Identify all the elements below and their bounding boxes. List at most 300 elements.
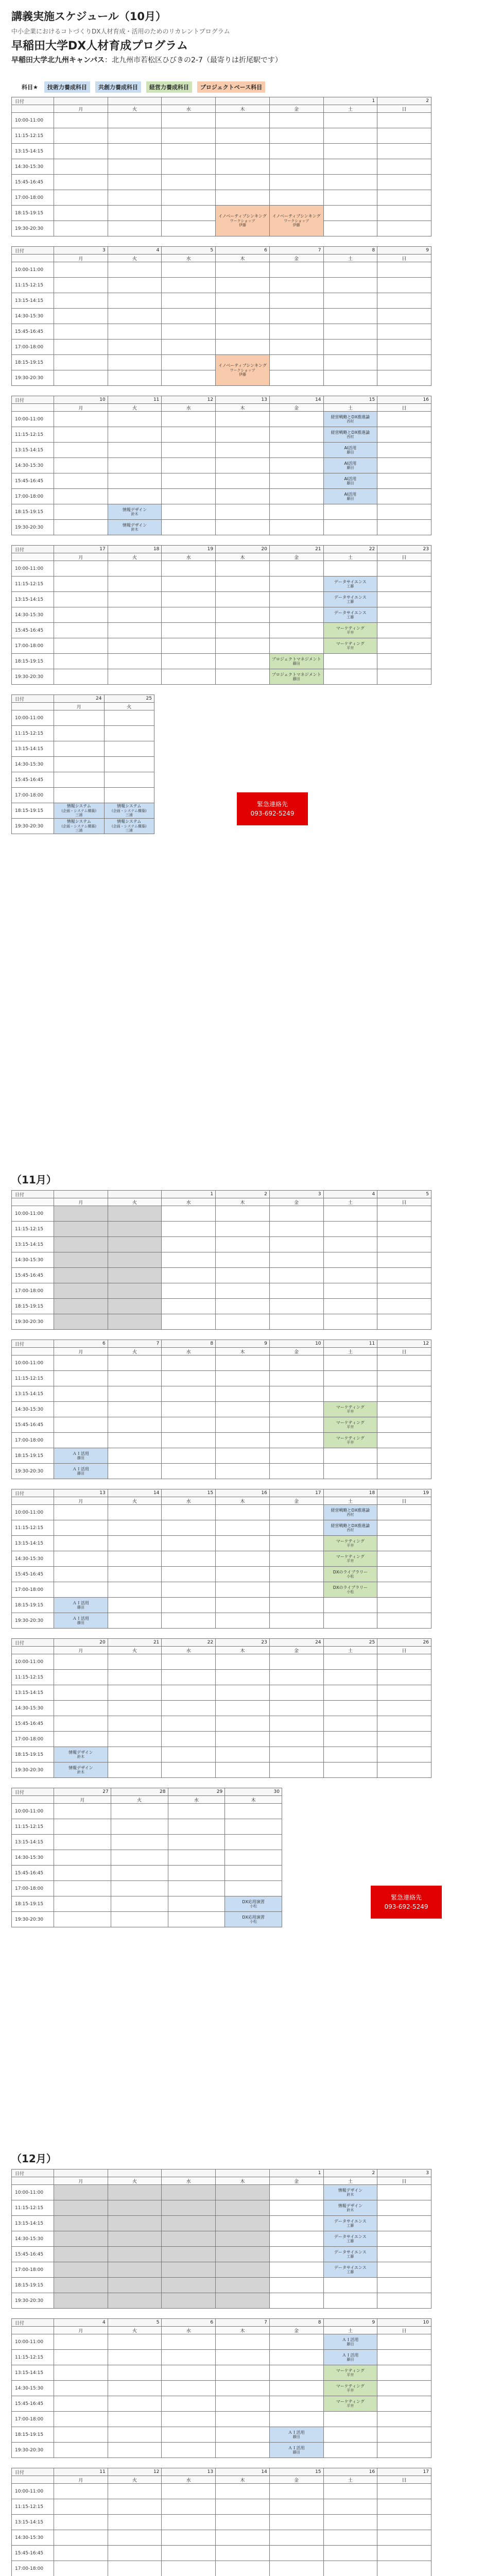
schedule-cell <box>108 293 162 309</box>
class-block[interactable] <box>323 2231 377 2247</box>
schedule-cell <box>377 278 431 293</box>
class-block[interactable] <box>323 592 377 607</box>
class-block[interactable] <box>323 1582 377 1598</box>
schedule-cell <box>108 607 162 623</box>
time-slot-label: 15:45-16:45 <box>12 623 54 638</box>
date-cell: 4 <box>108 247 162 255</box>
class-block[interactable] <box>323 1567 377 1582</box>
emergency-contact <box>237 792 308 825</box>
class-block[interactable] <box>323 489 377 504</box>
schedule-cell <box>54 443 108 458</box>
class-block[interactable] <box>323 2365 377 2381</box>
class-name: マーケティング <box>336 625 365 631</box>
schedule-cell <box>377 1567 431 1582</box>
blank-day-cell <box>54 1299 108 1314</box>
class-block[interactable] <box>323 2334 377 2350</box>
class-block[interactable] <box>323 412 377 427</box>
schedule-cell <box>216 1433 270 1448</box>
blank-day-cell <box>108 1206 162 1222</box>
schedule-cell <box>377 2185 431 2200</box>
class-name: AI活用 <box>344 461 357 466</box>
weekday-cell: 木 <box>216 2476 270 2484</box>
schedule-cell <box>108 278 162 293</box>
schedule-cell <box>216 1536 270 1551</box>
weekday-cell: 金 <box>269 1198 323 1206</box>
class-name: 情報デザイン <box>68 1750 93 1755</box>
date-cell: 25 <box>323 1639 377 1647</box>
weekday-cell: 日 <box>377 2476 431 2484</box>
schedule-cell <box>54 221 108 236</box>
schedule-cell <box>111 1819 168 1835</box>
schedule-cell <box>377 1762 431 1778</box>
week-calendar <box>11 246 431 386</box>
date-cell: 9 <box>216 1340 270 1348</box>
schedule-cell <box>54 370 108 386</box>
class-teacher: 藤田 <box>77 1621 84 1625</box>
schedule-cell <box>54 2350 108 2365</box>
schedule-cell <box>323 504 377 520</box>
blank-day-cell <box>108 1268 162 1283</box>
schedule-cell <box>269 2185 323 2200</box>
class-block[interactable] <box>323 1433 377 1448</box>
time-slot-label: 10:00-11:00 <box>12 1654 54 1670</box>
class-teacher: 平井 <box>347 1440 354 1445</box>
date-cell: 11 <box>108 396 162 404</box>
schedule-cell <box>108 324 162 340</box>
class-name: 情報デザイン <box>122 522 147 528</box>
class-block[interactable] <box>323 1505 377 1520</box>
class-name: データサイエンス <box>334 2265 367 2270</box>
schedule-cell <box>377 2200 431 2216</box>
weekday-cell: 日 <box>377 2327 431 2334</box>
schedule-cell <box>377 128 431 144</box>
schedule-cell <box>323 340 377 355</box>
weekday-cell: 日 <box>377 1198 431 1206</box>
schedule-cell <box>216 2515 270 2530</box>
schedule-cell <box>162 278 216 293</box>
schedule-cell <box>108 175 162 190</box>
schedule-cell <box>216 2334 270 2350</box>
weekday-cell: 土 <box>323 1348 377 1355</box>
date-cell: 23 <box>377 546 431 553</box>
time-slot-label: 11:15-12:15 <box>12 278 54 293</box>
date-cell: 11 <box>323 1340 377 1348</box>
schedule-cell <box>162 1654 216 1670</box>
schedule-cell <box>377 2231 431 2247</box>
schedule-cell <box>377 1505 431 1520</box>
weekday-cell: 月 <box>54 404 108 412</box>
class-block[interactable] <box>225 1912 282 1927</box>
schedule-cell <box>54 772 105 788</box>
schedule-cell <box>54 2381 108 2396</box>
schedule-cell <box>216 1252 270 1268</box>
schedule-cell <box>323 1283 377 1299</box>
date-cell: 13 <box>54 1489 108 1497</box>
schedule-cell <box>162 577 216 592</box>
weekday-cell: 水 <box>162 2177 216 2185</box>
time-slot-label: 17:00-18:00 <box>12 190 54 206</box>
class-teacher: 工藤 <box>347 2224 354 2228</box>
schedule-cell <box>162 669 216 685</box>
class-name: ＡＩ活用 <box>342 2337 359 2342</box>
time-slot-label: 10:00-11:00 <box>12 1206 54 1222</box>
schedule-cell <box>216 504 270 520</box>
weekday-cell: 火 <box>108 1497 162 1505</box>
schedule-cell <box>162 443 216 458</box>
schedule-cell <box>162 1299 216 1314</box>
date-cell <box>216 97 270 105</box>
date-cell: 21 <box>108 1639 162 1647</box>
schedule-cell <box>162 638 216 654</box>
class-teacher: 伊藤 <box>238 223 246 228</box>
blank-day-cell <box>162 2200 216 2216</box>
class-block[interactable] <box>54 1762 108 1778</box>
weekday-cell: 土 <box>323 404 377 412</box>
schedule-cell <box>54 1402 108 1417</box>
class-block[interactable] <box>323 2247 377 2262</box>
class-block[interactable] <box>216 355 270 386</box>
date-cell: 11 <box>54 2468 108 2476</box>
weekday-cell: 金 <box>269 2476 323 2484</box>
class-block[interactable] <box>323 2262 377 2278</box>
schedule-cell <box>269 2484 323 2499</box>
time-slot-label: 14:30-15:30 <box>12 1252 54 1268</box>
schedule-cell <box>377 2216 431 2231</box>
weekday-cell: 土 <box>323 1647 377 1654</box>
time-slot-label: 17:00-18:00 <box>12 2412 54 2427</box>
blank-day-cell <box>108 2278 162 2293</box>
schedule-cell <box>54 113 108 128</box>
time-slot-label: 10:00-11:00 <box>12 1505 54 1520</box>
date-cell: 7 <box>269 247 323 255</box>
time-slot-label: 17:00-18:00 <box>12 340 54 355</box>
schedule-cell <box>54 757 105 772</box>
class-block[interactable] <box>323 2200 377 2216</box>
class-block[interactable] <box>269 2443 323 2458</box>
schedule-cell <box>54 175 108 190</box>
schedule-cell <box>108 2334 162 2350</box>
schedule-cell <box>162 113 216 128</box>
time-slot-label: 17:00-18:00 <box>12 1582 54 1598</box>
class-subtitle: ワークショップ <box>284 218 309 223</box>
time-slot-label: 15:45-16:45 <box>12 1268 54 1283</box>
class-block[interactable] <box>269 206 323 236</box>
weekday-cell: 火 <box>104 703 154 710</box>
class-name: 情報デザイン <box>122 507 147 512</box>
class-block[interactable] <box>269 669 323 685</box>
schedule-cell <box>323 1268 377 1283</box>
schedule-cell <box>162 159 216 175</box>
schedule-cell <box>216 607 270 623</box>
schedule-cell <box>216 520 270 535</box>
blank-day-cell <box>54 1237 108 1252</box>
schedule-cell <box>168 1896 225 1912</box>
weekday-cell: 金 <box>269 1647 323 1654</box>
class-block[interactable] <box>323 458 377 473</box>
schedule-cell <box>269 1505 323 1520</box>
class-block[interactable] <box>54 1747 108 1762</box>
schedule-cell <box>377 175 431 190</box>
schedule-cell <box>377 221 431 236</box>
legend-label: 科目★ <box>22 84 38 91</box>
blank-day-cell <box>108 2216 162 2231</box>
schedule-cell <box>377 1417 431 1433</box>
time-slot-label: 10:00-11:00 <box>12 2484 54 2499</box>
schedule-cell <box>377 1283 431 1299</box>
schedule-cell <box>377 1464 431 1479</box>
class-block[interactable] <box>269 654 323 669</box>
time-slot-label: 11:15-12:15 <box>12 2350 54 2365</box>
schedule-cell <box>269 1670 323 1685</box>
class-block[interactable] <box>225 1896 282 1912</box>
schedule-cell <box>323 113 377 128</box>
schedule-cell <box>216 1670 270 1685</box>
blank-day-cell <box>108 1222 162 1237</box>
schedule-cell <box>54 1835 111 1850</box>
schedule-cell <box>269 340 323 355</box>
schedule-cell <box>323 1613 377 1629</box>
schedule-cell <box>377 2546 431 2561</box>
time-slot-label: 19:30-20:30 <box>12 1314 54 1330</box>
schedule-cell <box>216 473 270 489</box>
schedule-cell <box>216 1505 270 1520</box>
schedule-cell <box>216 175 270 190</box>
schedule-cell <box>377 2499 431 2515</box>
class-block[interactable] <box>323 1536 377 1551</box>
schedule-cell <box>162 1252 216 1268</box>
class-block[interactable] <box>323 623 377 638</box>
contact-label: 緊急連絡先 <box>256 801 288 808</box>
schedule-cell <box>269 504 323 520</box>
weekday-cell: 日 <box>377 553 431 561</box>
week-calendar <box>11 1489 431 1629</box>
weekday-cell: 月 <box>54 255 108 262</box>
time-slot-label: 10:00-11:00 <box>12 2185 54 2200</box>
class-teacher: 平井 <box>347 1544 354 1548</box>
class-block[interactable] <box>323 427 377 443</box>
date-cell: 18 <box>108 546 162 553</box>
time-slot-label: 18:15-19:15 <box>12 1747 54 1762</box>
class-block[interactable] <box>216 206 270 236</box>
schedule-cell <box>269 1268 323 1283</box>
class-block[interactable] <box>323 2396 377 2412</box>
schedule-cell <box>377 2262 431 2278</box>
week-calendar <box>11 2318 431 2458</box>
schedule-cell <box>162 1206 216 1222</box>
schedule-cell <box>269 1716 323 1732</box>
schedule-cell <box>54 2365 108 2381</box>
class-teacher: 平井 <box>347 631 354 635</box>
class-name: DX応用演習 <box>242 1914 265 1920</box>
class-block[interactable] <box>323 2185 377 2200</box>
class-block[interactable] <box>323 2216 377 2231</box>
schedule-cell <box>377 427 431 443</box>
class-block[interactable] <box>54 1613 108 1629</box>
time-slot-label: 10:00-11:00 <box>12 412 54 427</box>
schedule-cell <box>377 2334 431 2350</box>
class-teacher: 三浦 <box>125 828 133 833</box>
class-block[interactable] <box>323 473 377 489</box>
schedule-cell <box>216 669 270 685</box>
schedule-cell <box>162 2530 216 2546</box>
date-cell: 4 <box>54 2319 108 2327</box>
class-block[interactable] <box>323 1417 377 1433</box>
date-cell <box>54 97 108 105</box>
time-slot-label: 18:15-19:15 <box>12 206 54 221</box>
weekday-cell: 火 <box>108 2327 162 2334</box>
class-teacher: 西村 <box>347 435 354 439</box>
schedule-cell <box>377 607 431 623</box>
schedule-cell <box>323 1685 377 1701</box>
class-teacher: 藤田 <box>77 1471 84 1476</box>
schedule-cell <box>377 1551 431 1567</box>
schedule-cell <box>269 1582 323 1598</box>
schedule-cell <box>269 293 323 309</box>
contact-phone: 093-692-5249 <box>384 1903 428 1911</box>
schedule-cell <box>377 2515 431 2530</box>
schedule-cell <box>377 2293 431 2309</box>
time-slot-label: 10:00-11:00 <box>12 1804 54 1819</box>
time-slot-label: 18:15-19:15 <box>12 355 54 370</box>
schedule-cell <box>162 221 216 236</box>
schedule-cell <box>216 2350 270 2365</box>
class-block[interactable] <box>104 819 154 834</box>
weekday-cell: 木 <box>216 1348 270 1355</box>
corner-label: 日付 <box>12 546 54 553</box>
class-block[interactable] <box>323 443 377 458</box>
blank-day-cell <box>54 2262 108 2278</box>
schedule-cell <box>323 1299 377 1314</box>
week-calendar <box>11 1190 431 1330</box>
blank-day-cell <box>54 1206 108 1222</box>
class-block[interactable] <box>323 1402 377 1417</box>
schedule-cell <box>377 1314 431 1330</box>
class-block[interactable] <box>54 803 105 819</box>
schedule-cell <box>168 1850 225 1866</box>
weekday-cell: 月 <box>54 1198 108 1206</box>
time-slot-label: 13:15-14:15 <box>12 293 54 309</box>
weekday-cell: 土 <box>323 553 377 561</box>
schedule-cell <box>54 1701 108 1716</box>
time-slot-label: 14:30-15:30 <box>12 757 54 772</box>
weekday-cell: 火 <box>108 2177 162 2185</box>
time-slot-label: 13:15-14:15 <box>12 2216 54 2231</box>
class-block[interactable] <box>323 1551 377 1567</box>
class-name: ＡＩ活用 <box>342 2352 359 2358</box>
schedule-cell <box>323 1386 377 1402</box>
class-block[interactable] <box>323 1520 377 1536</box>
class-block[interactable] <box>323 2381 377 2396</box>
class-name: イノベーティブシンキング <box>272 214 321 219</box>
time-slot-label: 11:15-12:15 <box>12 1520 54 1536</box>
weekday-cell: 木 <box>225 1796 282 1804</box>
class-block[interactable] <box>54 1598 108 1613</box>
class-teacher: 工藤 <box>347 600 354 604</box>
schedule-cell <box>54 2561 108 2576</box>
class-block[interactable] <box>54 819 105 834</box>
weekday-cell: 土 <box>323 1198 377 1206</box>
class-teacher: 三浦 <box>75 813 83 818</box>
time-slot-label: 13:15-14:15 <box>12 443 54 458</box>
schedule-cell <box>269 1299 323 1314</box>
schedule-cell <box>108 2515 162 2530</box>
schedule-cell <box>323 1670 377 1685</box>
class-block[interactable] <box>54 1448 108 1464</box>
time-slot-label: 19:30-20:30 <box>12 370 54 386</box>
schedule-cell <box>216 113 270 128</box>
class-teacher: 三浦 <box>125 813 133 818</box>
schedule-cell <box>162 2515 216 2530</box>
class-teacher: 平井 <box>347 2388 354 2393</box>
class-name: データサイエンス <box>334 2234 367 2239</box>
time-slot-label: 14:30-15:30 <box>12 2381 54 2396</box>
schedule-cell <box>216 1299 270 1314</box>
emergency-contact <box>371 1886 442 1919</box>
time-slot-label: 15:45-16:45 <box>12 2247 54 2262</box>
schedule-cell <box>54 206 108 221</box>
schedule-cell <box>269 1283 323 1299</box>
class-block[interactable] <box>54 1464 108 1479</box>
date-cell: 1 <box>269 2170 323 2177</box>
schedule-cell <box>54 2546 108 2561</box>
time-slot-label: 15:45-16:45 <box>12 2546 54 2561</box>
schedule-cell <box>54 741 105 757</box>
class-block[interactable] <box>269 2427 323 2443</box>
weekday-cell: 日 <box>377 255 431 262</box>
class-block[interactable] <box>108 504 162 520</box>
weekday-cell: 金 <box>269 255 323 262</box>
schedule-cell <box>104 741 154 757</box>
schedule-cell <box>216 1762 270 1778</box>
legend-item-tech: 技術力養成科目 <box>44 81 90 93</box>
class-block[interactable] <box>104 803 154 819</box>
schedule-cell <box>269 1402 323 1417</box>
schedule-cell <box>269 2412 323 2427</box>
class-block[interactable] <box>323 638 377 654</box>
weekday-cell: 水 <box>162 255 216 262</box>
class-block[interactable] <box>323 607 377 623</box>
class-teacher: 工藤 <box>347 615 354 620</box>
schedule-cell <box>216 638 270 654</box>
class-block[interactable] <box>108 520 162 535</box>
schedule-cell <box>269 2561 323 2576</box>
weekday-cell: 金 <box>269 2327 323 2334</box>
schedule-cell <box>323 2515 377 2530</box>
schedule-cell <box>269 427 323 443</box>
date-cell: 20 <box>216 546 270 553</box>
schedule-cell <box>162 412 216 427</box>
schedule-cell <box>323 1747 377 1762</box>
class-block[interactable] <box>323 577 377 592</box>
schedule-cell <box>269 2381 323 2396</box>
schedule-cell <box>108 2443 162 2458</box>
schedule-cell <box>162 355 216 370</box>
class-name: プロジェクトマネジメント <box>271 656 321 662</box>
schedule-cell <box>377 2530 431 2546</box>
class-subtitle: ワークショップ <box>230 218 255 223</box>
schedule-cell <box>54 1716 108 1732</box>
schedule-cell <box>216 577 270 592</box>
time-slot-label: 14:30-15:30 <box>12 1850 54 1866</box>
schedule-cell <box>54 1654 108 1670</box>
schedule-cell <box>162 370 216 386</box>
schedule-cell <box>216 159 270 175</box>
class-block[interactable] <box>323 2350 377 2365</box>
schedule-cell <box>269 1654 323 1670</box>
weekday-cell: 土 <box>323 105 377 113</box>
schedule-cell <box>162 2499 216 2515</box>
schedule-cell <box>168 1819 225 1835</box>
